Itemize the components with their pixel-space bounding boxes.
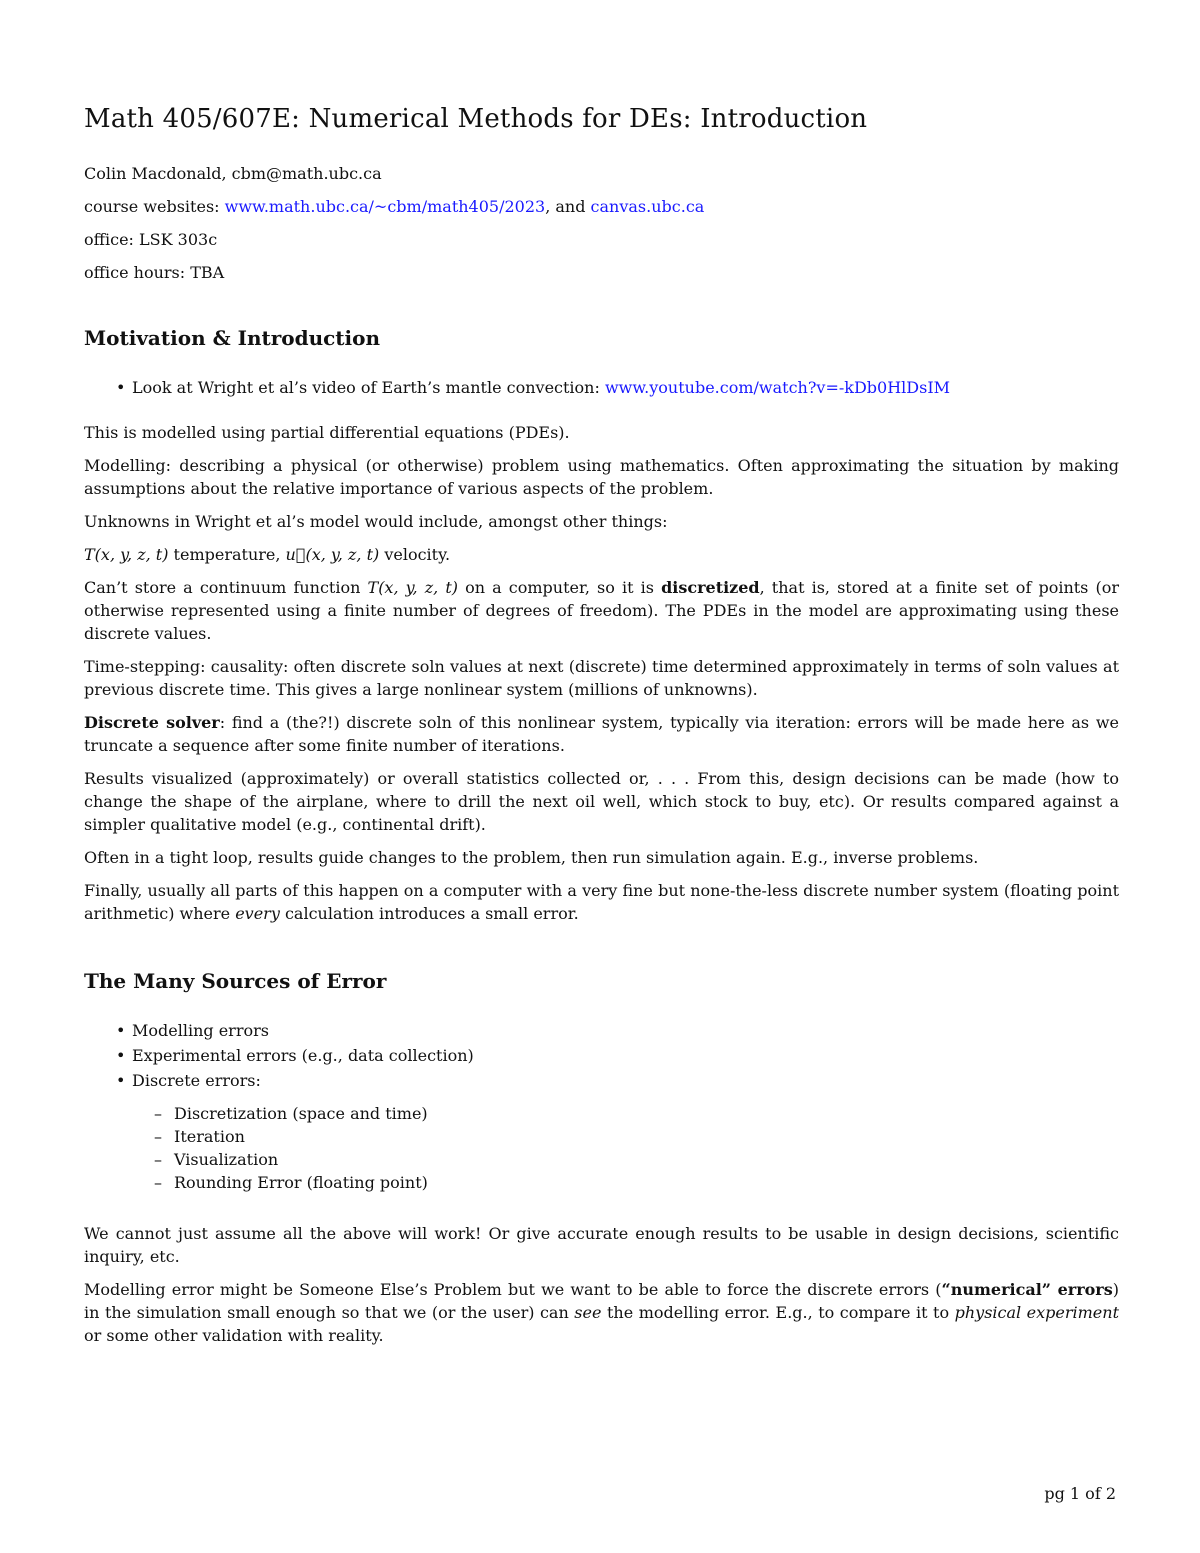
text-span: temperature, (168, 545, 286, 564)
italic-term: physical experiment (954, 1303, 1119, 1322)
websites-line (84, 197, 1119, 216)
text-span: , that is, stored at a finite set of points (or otherwise represented using a finite number of degrees of freedom). The PDEs in the model are approximating using these discrete values. (84, 578, 1120, 643)
document-page (84, 104, 1119, 1357)
text-span: or some other validation with reality. (84, 1326, 384, 1345)
bold-term: discretized (661, 578, 760, 597)
page-title: Math 405/607E: Numerical Methods for DEs: Introduction (84, 104, 868, 134)
text-span: calculation introduces a small error. (279, 904, 579, 923)
websites-prefix: course websites: (84, 197, 225, 216)
paragraph: Often in a tight loop, results guide changes to the problem, then run simulation again. E.g., inverse problems. (84, 848, 979, 867)
video-bullet-text: Look at Wright et al’s video of Earth’s mantle convection: (132, 378, 605, 397)
paragraph: This is modelled using partial differential equations (PDEs). (84, 423, 570, 442)
paragraph (84, 576, 1119, 645)
discrete-errors-sublist (132, 1102, 1119, 1194)
paragraph: Modelling: describing a physical (or otherwise) problem using mathematics. Often approximating the situation by making assumptions about the relative importance of various aspects of the problem. (84, 456, 1119, 498)
sublist-item: – Rounding Error (floating point) (174, 1171, 1119, 1194)
office-hours-line: office hours: TBA (84, 263, 225, 282)
paragraph: Time-stepping: causality: often discrete soln values at next (discrete) time determined approximately in terms of soln values at previous discrete time. This gives a large nonlinear system (millions of unknowns). (84, 657, 1119, 699)
motivation-list (84, 376, 1119, 399)
text-span: Modelling error might be Someone Else’s Problem but we want to be able to force the discrete errors ( (84, 1280, 942, 1299)
bold-term: “numerical” errors (941, 1280, 1113, 1299)
bold-term: Discrete solver (84, 713, 220, 732)
text-span: Can’t store a continuum function (84, 578, 368, 597)
list-item (132, 376, 1119, 399)
paragraph (84, 1278, 1119, 1347)
italic-term: every (235, 904, 280, 923)
text-span: the modelling error. E.g., to compare it to (601, 1303, 955, 1322)
text-span: ) in the simulation small enough so that we (or the user) can (84, 1280, 1119, 1322)
text-span: : find a (the?!) discrete soln of this nonlinear system, typically via iteration: errors will be made here as we truncate a sequence after some finite number of iterations. (84, 713, 1119, 755)
sublist-item: – Iteration (174, 1125, 1119, 1148)
section-heading-motivation: Motivation & Introduction (84, 326, 381, 350)
canvas-link[interactable]: canvas.ubc.ca (590, 197, 705, 216)
section-heading-errors: The Many Sources of Error (84, 969, 387, 993)
list-item-label: Discrete errors: (132, 1071, 261, 1090)
paragraph: We cannot just assume all the above will work! Or give accurate enough results to be usable in design decisions, scientific inquiry, etc. (84, 1224, 1119, 1266)
math-velocity: u⃗(x, y, z, t) (285, 545, 380, 564)
course-website-link[interactable]: www.math.ubc.ca/~cbm/math405/2023 (224, 197, 546, 216)
text-span: velocity. (379, 545, 451, 564)
course-info (84, 164, 1119, 282)
author-line: Colin Macdonald, cbm@math.ubc.ca (84, 164, 382, 183)
office-line: office: LSK 303c (84, 230, 218, 249)
paragraph (84, 543, 1119, 566)
list-item: • Experimental errors (e.g., data collection) (132, 1044, 1119, 1067)
list-item: • Modelling errors (132, 1019, 1119, 1042)
websites-separator: , and (545, 197, 591, 216)
math-temperature: T(x, y, z, t) (84, 545, 169, 564)
youtube-link[interactable]: www.youtube.com/watch?v=-kDb0HlDsIM (604, 378, 951, 397)
italic-term: see (574, 1303, 602, 1322)
text-span: Finally, usually all parts of this happen on a computer with a very fine but none-the-less discrete number system (floating point arithmetic) where (84, 881, 1119, 923)
page-number: pg 1 of 2 (1044, 1484, 1116, 1503)
list-item (132, 1069, 1119, 1194)
text-span: on a computer, so it is (458, 578, 662, 597)
paragraph (84, 879, 1119, 925)
sublist-item: – Visualization (174, 1148, 1119, 1171)
paragraph (84, 711, 1119, 757)
error-sources-list (84, 1019, 1119, 1194)
paragraph: Unknowns in Wright et al’s model would include, amongst other things: (84, 512, 668, 531)
math-temperature: T(x, y, z, t) (367, 578, 459, 597)
sublist-item: – Discretization (space and time) (174, 1102, 1119, 1125)
paragraph: Results visualized (approximately) or overall statistics collected or, . . . From this, design decisions can be made (how to change the shape of the airplane, where to drill the next oil well, which stock to buy, etc). Or results compared against a simpler qualitative model (e.g., continental drift). (84, 769, 1119, 834)
